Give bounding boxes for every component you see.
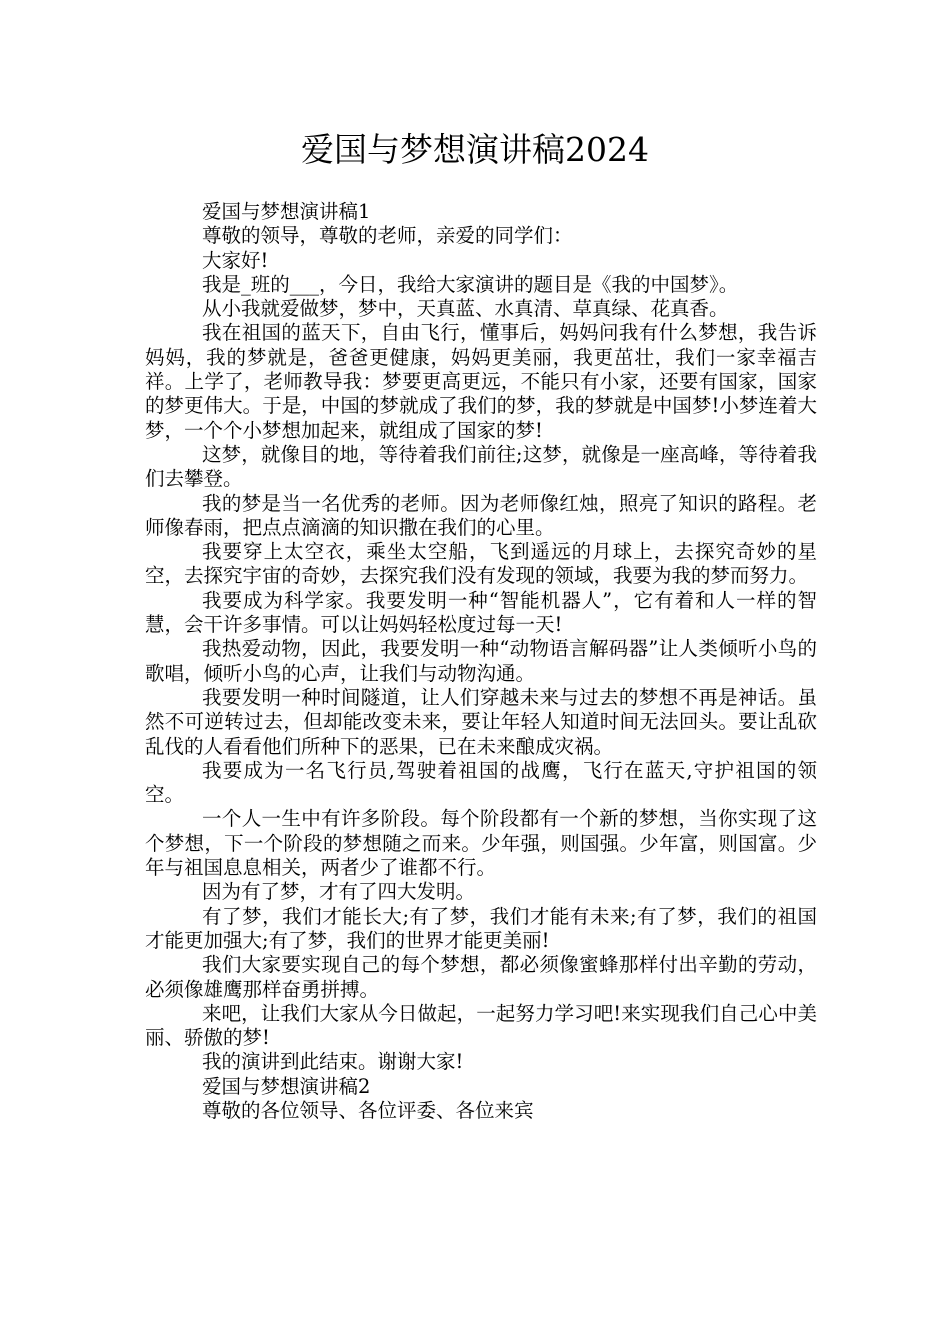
paragraph-salutation: 尊敬的领导，尊敬的老师，亲爱的同学们：: [202, 224, 573, 248]
paragraph-heading-2: 爱国与梦想演讲稿2: [202, 1074, 371, 1098]
paragraph: 来吧，让我们大家从今日做起，一起努力学习吧!来实现我们自己心中美丽、骄傲的梦!: [145, 1001, 817, 1050]
paragraph: 一个人一生中有许多阶段。每个阶段都有一个新的梦想，当你实现了这个梦想，下一个阶段的梦想随之而来。少年强，则国强。少年富，则国富。少年与祖国息息相关，两者少了谁都不行。: [145, 807, 817, 880]
paragraph: 从小我就爱做梦，梦中，天真蓝、水真清、草真绿、花真香。: [202, 297, 729, 321]
paragraph: 我们大家要实现自己的每个梦想，都必须像蜜蜂那样付出辛勤的劳动，必须像雄鹰那样奋勇拼搏。: [145, 953, 817, 1001]
paragraph: 我热爱动物，因此，我要发明一种“动物语言解码器”让人类倾听小鸟的歌唱，倾听小鸟的心声，让我们与动物沟通。: [145, 637, 817, 685]
paragraph-greeting: 大家好!: [202, 248, 269, 272]
paragraph: 我要穿上太空衣，乘坐太空船，飞到遥远的月球上，去探究奇妙的星空，去探究宇宙的奇妙，去探究我们没有发现的领域，我要为我的梦而努力。: [145, 540, 817, 588]
paragraph: 我在祖国的蓝天下，自由飞行，懂事后，妈妈问我有什么梦想，我告诉妈妈，我的梦就是，爸爸更健康，妈妈更美丽，我更茁壮，我们一家幸福吉祥。上学了，老师教导我：梦要更高更远，不能只有小家，还要有国家，国家的梦更伟大。于是，中国的梦就成了我们的梦，我的梦就是中国梦!小梦连着大梦，一个个小梦想加起来，就组成了国家的梦!: [145, 321, 817, 442]
paragraph-intro: 我是_班的___，今日，我给大家演讲的题目是《我的中国梦》。: [202, 272, 739, 296]
paragraph: 有了梦，我们才能长大;有了梦，我们才能有未来;有了梦，我们的祖国才能更加强大;有了梦，我们的世界才能更美丽!: [145, 904, 817, 952]
paragraph: 这梦，就像目的地，等待着我们前往;这梦，就像是一座高峰，等待着我们去攀登。: [145, 442, 817, 491]
paragraph-salutation-2: 尊敬的各位领导、各位评委、各位来宾: [202, 1098, 534, 1122]
paragraph: 我要发明一种时间隧道，让人们穿越未来与过去的梦想不再是神话。虽然不可逆转过去，但却能改变未来，要让年轻人知道时间无法回头。要让乱砍乱伐的人看看他们所种下的恶果，已在未来酿成灾祸。: [145, 685, 817, 758]
paragraph: 我的梦是当一名优秀的老师。因为老师像红烛，照亮了知识的路程。老师像春雨，把点点滴滴的知识撒在我们的心里。: [145, 491, 817, 539]
document-title: 爱国与梦想演讲稿2024: [301, 130, 649, 169]
paragraph: 我要成为一名飞行员,驾驶着祖国的战鹰，飞行在蓝天,守护祖国的领空。: [145, 758, 817, 807]
paragraph: 我要成为科学家。我要发明一种“智能机器人”，它有着和人一样的智慧，会干许多事情。可以让妈妈轻松度过每一天!: [145, 588, 817, 637]
paragraph-heading-1: 爱国与梦想演讲稿1: [202, 200, 371, 223]
paragraph: 因为有了梦，才有了四大发明。: [202, 880, 476, 904]
paragraph-closing: 我的演讲到此结束。谢谢大家!: [202, 1050, 464, 1074]
document-body: [145, 200, 817, 1123]
